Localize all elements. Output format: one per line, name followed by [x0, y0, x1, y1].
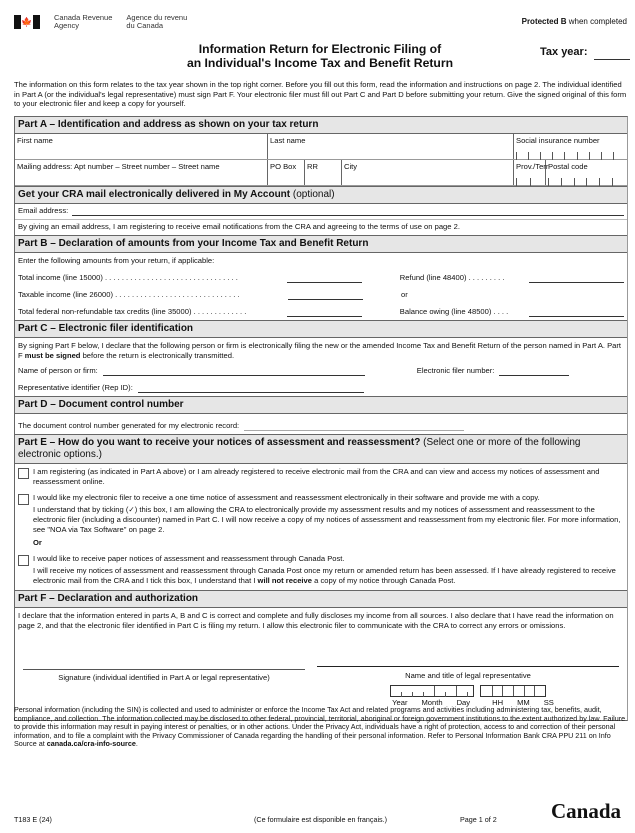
sin-boxes: [516, 152, 625, 160]
french-availability: (Ce formulaire est disponible en français.): [254, 815, 388, 824]
intro-text: The information on this form relates to the tax year shown in the top right corner. Before you fill out this form, read the information and instructions on page 2. The individual identified in Part A (or the individual's legal representative) must sign Part F. Your electronic filer must fill out Part C and Part D before submitting your return. Give the signed original of this form to your electronic filer and keep a copy for yourself.: [14, 80, 627, 109]
agency-en-line: Agency: [54, 21, 80, 30]
form-body: [14, 116, 628, 721]
or-label: Or: [33, 538, 42, 547]
mm-label: MM: [517, 698, 530, 707]
part-e-header: [15, 434, 627, 464]
balance-label: Balance owing (line 48500) . . . .: [399, 307, 509, 316]
agency-name-en: [54, 14, 112, 30]
city-label: City: [344, 162, 358, 171]
postal-code-field[interactable]: [546, 160, 627, 185]
first-name-field[interactable]: [15, 134, 268, 159]
declaration-text: I declare that the information entered in parts A, B and C is correct and complete and fully discloses my income from all sources. I also declare that I have read the information on page 2, and that the electronic filer identified in Part C is filing my return. I allow this electronic filer to communicate with the CRA to correct any errors or omissions.: [18, 611, 614, 630]
credits-label: Total federal non-refundable tax credits (line 35000) . . . . . . . . . . . . .: [18, 307, 247, 316]
part-c-bold: must be signed: [24, 351, 81, 360]
last-name-label: Last name: [270, 136, 306, 145]
refund-label: Refund (line 48400) . . . . . . . . .: [399, 273, 505, 282]
city-field[interactable]: [342, 160, 514, 185]
part-c-text: [15, 338, 627, 362]
page-number: Page 1 of 2: [460, 815, 497, 824]
canada-wordmark: Canada: [551, 799, 622, 823]
rr-field[interactable]: [305, 160, 342, 185]
option-efiler-checkbox[interactable]: [18, 494, 29, 505]
part-c-text2: before the return is electronically transmitted.: [80, 351, 235, 360]
canada-flag-icon: 🍁: [14, 15, 40, 29]
part-e-title: Part E – How do you want to receive your notices of assessment and reassessment?: [18, 437, 421, 448]
part-c-header: Part C – Electronic filer identification: [15, 320, 627, 338]
agency-fr-line: du Canada: [126, 21, 164, 30]
title-line: an Individual's Income Tax and Benefit Return: [186, 56, 454, 70]
dcn-input[interactable]: [244, 422, 464, 431]
part-b-header: Part B – Declaration of amounts from your Income Tax and Benefit Return: [15, 235, 627, 253]
part-f-header: Part F – Declaration and authorization: [15, 590, 627, 608]
postal-code-label: Postal code: [548, 162, 588, 171]
efile-number-label: Electronic filer number:: [416, 366, 495, 375]
agency-fr-line: Agence du revenu: [126, 13, 188, 22]
email-label: Email address:: [18, 206, 69, 215]
part-c-text1: By signing Part F below, I declare that the following person or firm is electronically filing the new or the amended Income Tax and Benefit Return of the person named in Part A. Part F: [18, 341, 622, 360]
cra-mail-title: Get your CRA mail electronically delivered in My Account: [18, 189, 291, 200]
privacy-text: Personal information (including the SIN) is collected and used to administer or enforce the Income Tax Act and related programs and activities including administering tax, benefits, audit, compliance, and collection. The information collected may be disclosed to other federal, provincial, territorial, aboriginal or foreign government institutions to the extent authorized by law. Failure to provide this information may result in paying interest or penalties, or in other actions. Under the Privacy Act, individuals have a right of protection, access to and correction of their personal information, and to file a complaint with the Privacy Commissioner of Canada regarding the handling of their personal information. Refer to Personal Information Bank CRA PPU 211 on Info Source at: [14, 705, 626, 749]
email-consent: By giving an email address, I am registering to receive email notifications from the CRA and agreeing to the terms of use on page 2.: [18, 222, 460, 231]
taxable-income-label: Taxable income (line 26000) . . . . . . . . . . . . . . . . . . . . . . . . . . . . . .: [18, 290, 240, 299]
option-efiler-detail: I understand that by ticking (✓) this box, I am allowing the CRA to electronically provide my assessment results and my notices of assessment and reassessment to the electronic filer (including a discounter) named in Part C. I will now receive a copy of my notices of assessment and reassessment from my electronic filer. For more information, see "NOA via Tax Software" on page 2.: [33, 505, 621, 534]
mailing-address-field[interactable]: [15, 160, 268, 185]
form-id: T183 E (24): [14, 815, 52, 824]
or-label: or: [401, 290, 408, 299]
date-input[interactable]: [390, 685, 474, 697]
time-input[interactable]: [480, 685, 546, 697]
cra-mail-header: [15, 186, 627, 204]
first-name-label: First name: [17, 136, 53, 145]
province-field[interactable]: [514, 160, 549, 185]
option-online-label: I am registering (as indicated in Part A above) or I am already registered to receive electronic mail from the CRA and can view and access my notices of assessment and reassessment online.: [33, 467, 600, 486]
part-e-suffix: (Select one or more of the following electronic options.): [18, 437, 581, 460]
sin-label: Social insurance number: [516, 136, 600, 145]
signature-label: Signature (individual identified in Part A or legal representative): [58, 673, 270, 682]
privacy-end: .: [135, 739, 138, 749]
option-paper-label: I would like to receive paper notices of assessment and reassessment through Canada Post.: [33, 554, 345, 563]
option-paper-detail: [33, 566, 624, 586]
ss-label: SS: [543, 698, 554, 707]
last-name-field[interactable]: [268, 134, 514, 159]
email-input[interactable]: [72, 207, 624, 216]
signature-input[interactable]: [23, 666, 305, 670]
option-online-checkbox[interactable]: [18, 468, 29, 479]
balance-input[interactable]: [529, 308, 624, 317]
efile-number-input[interactable]: [499, 367, 569, 376]
rep-id-label: Representative identifier (Rep ID):: [18, 383, 133, 392]
firm-name-label: Name of person or firm:: [18, 366, 98, 375]
rep-name-label: Name and title of legal representative: [405, 671, 531, 680]
taxable-income-input[interactable]: [288, 291, 363, 300]
dcn-label: The document control number generated for my electronic record:: [18, 421, 240, 430]
protected-label: [522, 17, 627, 26]
hh-label: HH: [492, 698, 504, 707]
cra-logo: [14, 14, 187, 30]
sin-field[interactable]: [514, 134, 627, 159]
paper-detail-2: a copy of my notice through Canada Post.: [312, 576, 456, 585]
part-a-header: Part A – Identification and address as shown on your tax return: [15, 117, 627, 134]
total-income-label: Total income (line 15000) . . . . . . . . . . . . . . . . . . . . . . . . . . . . . . . .: [18, 273, 238, 282]
info-source-link[interactable]: canada.ca/cra-info-source: [46, 739, 136, 749]
part-b-intro: Enter the following amounts from your return, if applicable:: [18, 256, 215, 265]
title-line: Information Return for Electronic Filing of: [198, 42, 442, 56]
rep-id-input[interactable]: [138, 384, 364, 393]
mailing-label: Mailing address: Apt number – Street number – Street name: [17, 162, 220, 171]
tax-year-label: Tax year:: [540, 46, 588, 58]
po-box-field[interactable]: [268, 160, 305, 185]
rr-label: RR: [307, 162, 318, 171]
refund-input[interactable]: [529, 274, 624, 283]
province-label: Prov./Terr: [516, 162, 549, 171]
year-label: Year: [392, 698, 408, 707]
page-title: [150, 42, 490, 70]
po-box-label: PO Box: [270, 162, 297, 171]
protected-suffix: when completed: [566, 17, 627, 26]
day-label: Day: [456, 698, 471, 707]
paper-detail-bold: will not receive: [257, 576, 312, 585]
option-efiler-label: I would like my electronic filer to receive a one time notice of assessment and reassessment electronically in their software and provide me with a copy.: [33, 493, 540, 502]
rep-name-input[interactable]: [317, 666, 619, 667]
optional-label: (optional): [290, 189, 335, 200]
paper-detail-1: I will receive my notices of assessment and reassessment through Canada Post once my return or amended return has been assessed. If I have already registered to receive electronic mail from the CRA and I tick this box, I understand that I: [33, 566, 616, 585]
tax-year-input[interactable]: [594, 59, 630, 60]
agency-en-line: Canada Revenue: [54, 13, 113, 22]
month-label: Month: [421, 698, 443, 707]
privacy-notice: [14, 706, 628, 749]
agency-name-fr: [126, 14, 187, 30]
part-d-header: Part D – Document control number: [15, 396, 627, 414]
protected-b: Protected B: [521, 17, 567, 26]
total-income-input[interactable]: [287, 274, 362, 283]
firm-name-input[interactable]: [103, 367, 365, 376]
credits-input[interactable]: [287, 308, 362, 317]
option-paper-checkbox[interactable]: [18, 555, 29, 566]
